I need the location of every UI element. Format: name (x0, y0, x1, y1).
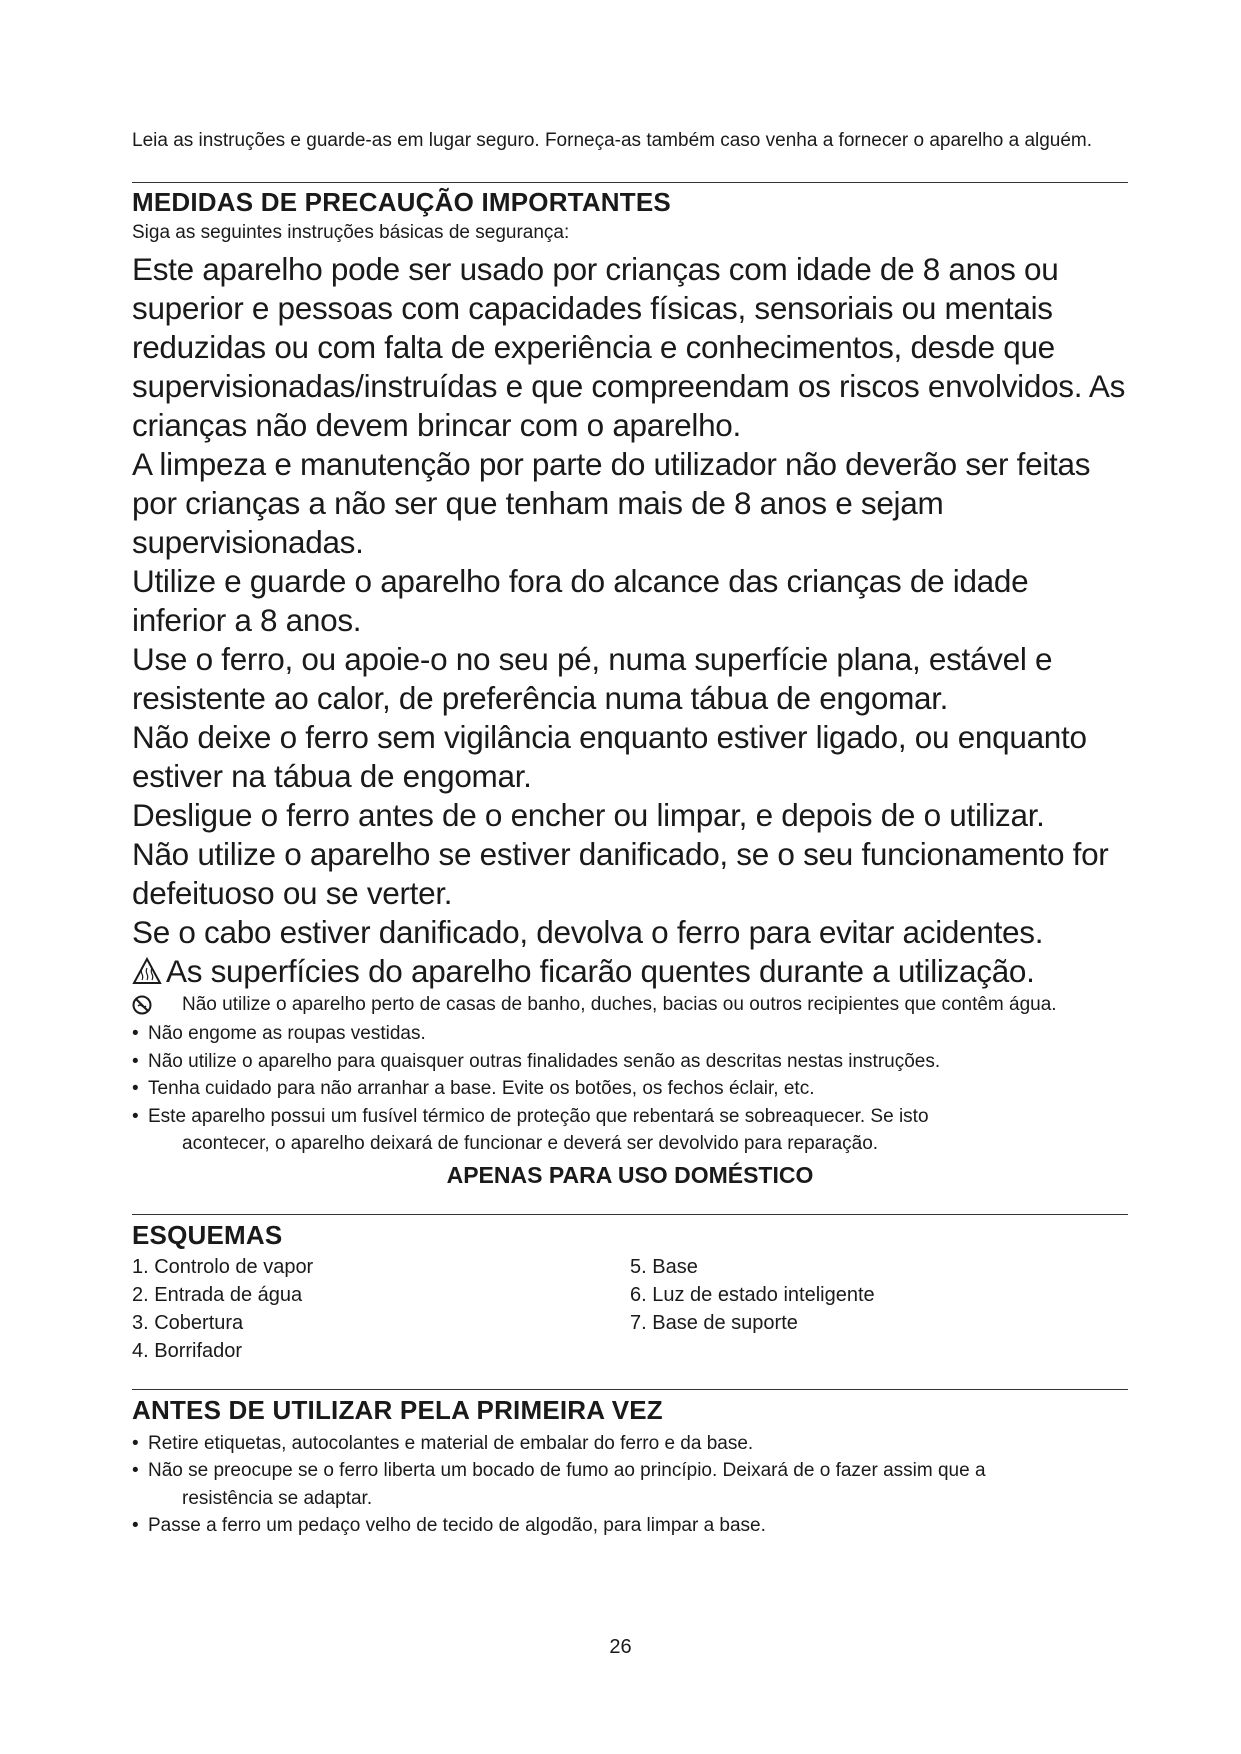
list-item: 5. Base (630, 1255, 698, 1278)
list-item: • Não utilize o aparelho para quaisquer outras finalidades senão as descritas nestas instruções. (132, 1048, 1128, 1076)
list-item: • Não se preocupe se o ferro liberta um bocado de fumo ao princípio. Deixará de o fazer assim que a resistência se adaptar. (132, 1457, 1128, 1512)
precaution-paragraph: Não utilize o aparelho se estiver danificado, se o seu funcionamento for defeituoso ou se verter. (132, 836, 1109, 911)
domestic-use-notice: APENAS PARA USO DOMÉSTICO (446, 1161, 814, 1188)
precautions-title: MEDIDAS DE PRECAUÇÃO IMPORTANTES (132, 187, 671, 217)
list-item: • Retire etiquetas, autocolantes e material de embalar do ferro e da base. (132, 1430, 1128, 1458)
precaution-bullets (132, 1020, 1128, 1158)
list-item: 3. Cobertura (132, 1311, 244, 1334)
precaution-paragraph: Desligue o ferro antes de o encher ou limpar, e depois de o utilizar. (132, 797, 1045, 833)
schemes-list (132, 1253, 1128, 1365)
manual-page (132, 128, 1128, 1540)
precaution-paragraph: Não deixe o ferro sem vigilância enquanto estiver ligado, ou enquanto estiver na tábua de engomar. (132, 719, 1087, 794)
intro-text: Leia as instruções e guarde-as em lugar seguro. Forneça-as também caso venha a fornecer o aparelho a alguém. (132, 130, 1093, 151)
precautions-subtitle: Siga as seguintes instruções básicas de segurança: (132, 222, 570, 243)
section-divider (132, 1389, 1128, 1390)
list-item: 7. Base de suporte (630, 1311, 798, 1334)
list-item: 4. Borrifador (132, 1339, 243, 1362)
precaution-paragraph: Este aparelho pode ser usado por crianças com idade de 8 anos ou superior e pessoas com capacidades físicas, sensoriais ou mentais reduzidas ou com falta de experiência e conhecimentos, desde que supervisionadas/instruídas e que compreendam os riscos envolvidos. As crianças não devem brincar com o aparelho. (132, 251, 1126, 443)
list-item: • Passe a ferro um pedaço velho de tecido de algodão, para limpar a base. (132, 1512, 1128, 1540)
precaution-paragraph: Utilize e guarde o aparelho fora do alcance das crianças de idade inferior a 8 anos. (132, 563, 1029, 638)
hot-surface-warning-text: As superfícies do aparelho ficarão quentes durante a utilização. (166, 953, 1035, 989)
prohibited-water-icon (132, 991, 182, 1020)
list-item: • Não engome as roupas vestidas. (132, 1020, 1128, 1048)
first-use-title: ANTES DE UTILIZAR PELA PRIMEIRA VEZ (132, 1394, 663, 1425)
prohibited-note (132, 991, 1128, 1020)
prohibited-note-text: Não utilize o aparelho perto de casas de banho, duches, bacias ou outros recipientes que contêm água. (182, 994, 1057, 1015)
precaution-paragraph: A limpeza e manutenção por parte do utilizador não deverão ser feitas por crianças a não ser que tenham mais de 8 anos e sejam supervisionadas. (132, 446, 1091, 560)
list-item: 2. Entrada de água (132, 1283, 303, 1306)
precaution-paragraph: Use o ferro, ou apoie-o no seu pé, numa superfície plana, estável e resistente ao calor, de preferência numa tábua de engomar. (132, 641, 1053, 716)
list-item: • Este aparelho possui um fusível térmico de proteção que rebentará se sobreaquecer. Se isto acontecer, o aparelho deixará de funcionar e deverá ser devolvido para reparação. (132, 1103, 1128, 1158)
list-item: 6. Luz de estado inteligente (630, 1283, 875, 1306)
hot-surface-warning-icon (132, 955, 162, 983)
page-number: 26 (609, 1636, 632, 1658)
list-item: 1. Controlo de vapor (132, 1255, 314, 1278)
list-item: • Tenha cuidado para não arranhar a base. Evite os botões, os fechos éclair, etc. (132, 1075, 1128, 1103)
precaution-paragraph: Se o cabo estiver danificado, devolva o ferro para evitar acidentes. (132, 914, 1044, 950)
section-divider (132, 182, 1128, 183)
section-divider (132, 1214, 1128, 1215)
schemes-right-column (630, 1253, 1128, 1365)
schemes-left-column (132, 1253, 630, 1365)
schemes-title: ESQUEMAS (132, 1219, 283, 1250)
hot-surface-warning (132, 952, 1128, 991)
first-use-bullets (132, 1430, 1128, 1540)
